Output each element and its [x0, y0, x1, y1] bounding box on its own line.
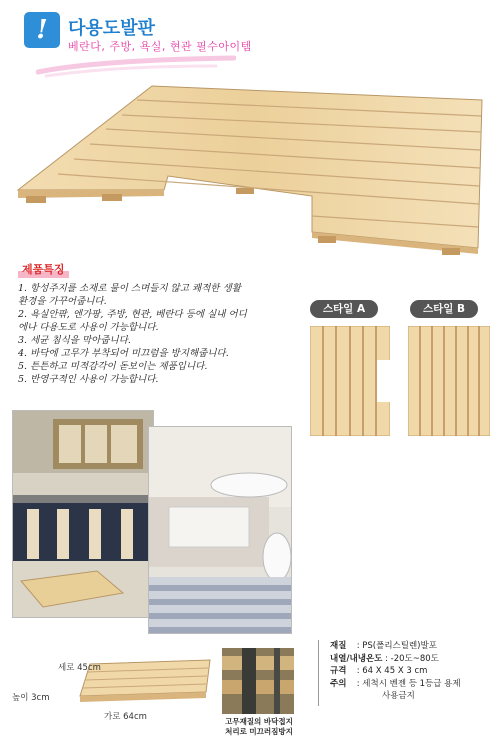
feature-line: 1. 항성주지를 소재로 물이 스며들지 않고 쾌적한 생활 — [18, 283, 241, 294]
spec-row — [330, 665, 495, 678]
spec-value: : 세척시 벤젠 등 1등급 용제 — [356, 678, 461, 689]
rubber-grip-detail-image — [222, 648, 294, 714]
features-heading: 제품특징 — [18, 259, 69, 279]
spec-label: 주의 — [330, 678, 347, 689]
style-b-label: 스타일 B — [410, 300, 478, 318]
product-title: 다용도발판 — [68, 18, 155, 39]
spec-row — [330, 640, 495, 653]
bathroom-photo — [148, 426, 292, 634]
rubber-grip-caption — [218, 717, 300, 737]
width-dimension: 가로 64cm — [104, 712, 147, 722]
caption-line: 처리로 미끄러짐방지 — [225, 727, 293, 736]
feature-line: 5. 튼튼하고 미적감각이 돋보이는 제품입니다. — [18, 361, 208, 372]
spec-value: : PS(폴리스틸렌)발포 — [356, 641, 437, 651]
kitchen-photo — [12, 410, 154, 618]
feature-line: 에나 다용도로 사용이 가능합니다. — [18, 322, 159, 333]
spec-label: 재질 — [330, 641, 347, 651]
product-subtitle: 베란다, 주방, 욕실, 현관 필수아이템 — [68, 40, 252, 53]
spec-row — [330, 690, 495, 703]
spec-block — [330, 640, 495, 703]
feature-line: 3. 세균 침식을 막아줍니다. — [18, 335, 131, 346]
spec-row — [330, 653, 495, 666]
spec-value: 사용금지 — [382, 691, 415, 701]
feature-line: 5. 반영구적인 사용이 가능합니다. — [18, 374, 159, 385]
spec-row — [330, 678, 495, 691]
height-dimension: 높이 3cm — [12, 693, 50, 703]
style-a-label: 스타일 A — [310, 300, 378, 318]
spec-value: : 64 X 45 X 3 cm — [356, 666, 428, 676]
feature-line: 환경을 가꾸어줍니다. — [18, 296, 107, 307]
features-list — [18, 282, 288, 386]
feature-line: 2. 욕실안팎, 엔가팡, 주방, 현관, 베란다 등에 실내 어디 — [18, 309, 247, 320]
depth-dimension: 세로 45cm — [58, 663, 101, 673]
spec-value: : -20도~80도 — [385, 653, 439, 664]
spec-label: 규격 — [330, 666, 347, 676]
spec-divider — [318, 640, 319, 706]
style-a-image — [310, 326, 390, 436]
info-badge-icon: ! — [24, 12, 60, 48]
caption-line: 고무재질의 바닥접지 — [225, 717, 293, 726]
style-b-image — [408, 326, 490, 436]
feature-line: 4. 바닥에 고무가 부착되어 미끄럼을 방지해줍니다. — [18, 348, 229, 359]
spec-label: 내열/내냉온도 — [330, 653, 383, 664]
main-product-image — [12, 72, 488, 258]
